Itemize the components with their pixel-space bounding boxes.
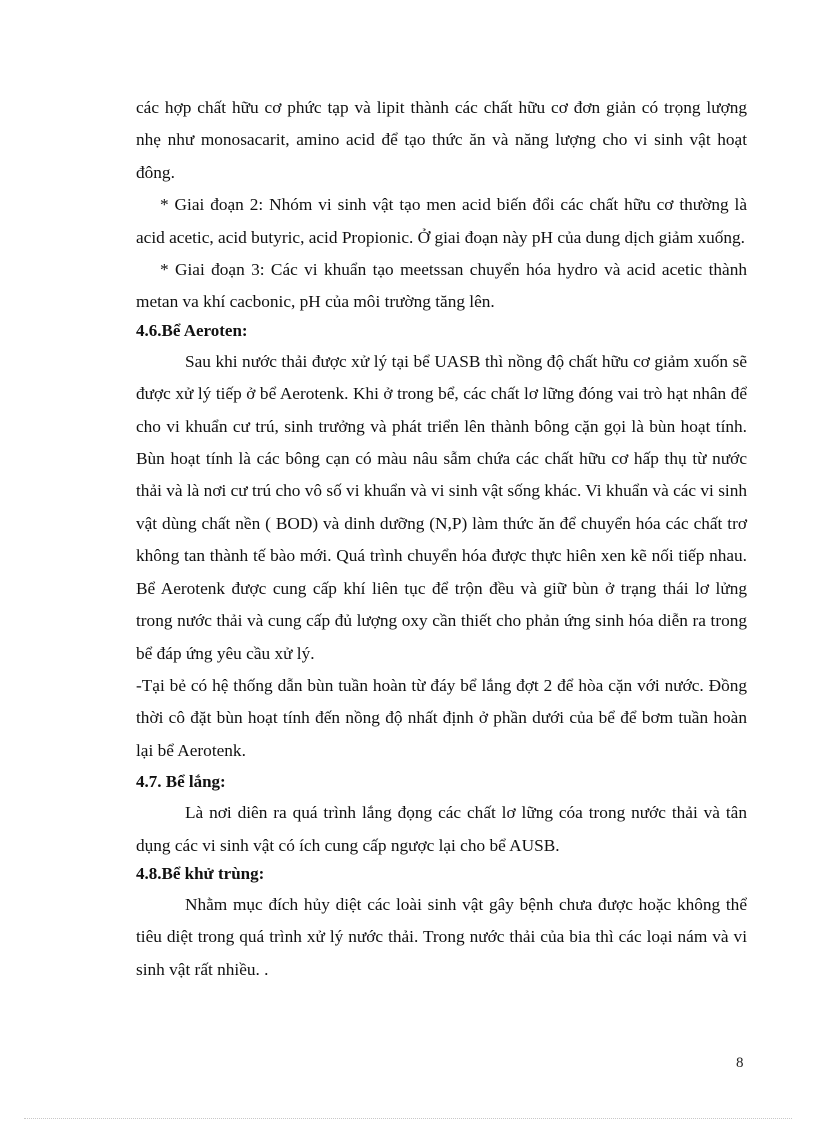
heading-settling-tank: 4.7. Bể lắng: <box>136 772 226 792</box>
paragraph-aeroten-process: Sau khi nước thải được xử lý tại bể UASB thì nồng độ chất hữu cơ giảm xuốn sẽ được xử lý tiếp ở bể Aerotenk. Khi ở trong bể, các chất lơ lững đóng vai trò hạt nhân để cho vi khuẩn cư trú, sinh trưởng và phát triển lên thành bông cặn gọi là bùn hoạt tính. Bùn hoạt tính là các bông cạn có màu nâu sẫm chứa các chất hữu cơ hấp thụ từ nước thải và là nơi cư trú cho vô số vi khuẩn và vi sinh vật sống khác. Vi khuẩn và các vi sinh vật dùng chất nền ( BOD) và dinh dưỡng (N,P) làm thức ăn để chuyển hóa các chất trơ không tan thành tế bào mới. Quá trình chuyển hóa được thực hiên xen kẽ nối tiếp nhau. Bể Aerotenk được cung cấp khí liên tục để trộn đều và giữ bùn ở trạng thái lơ lửng trong nước thải và cung cấp đủ lượng oxy cần thiết cho phản ứng sinh hóa diễn ra trong bể đáp ứng yêu cầu xử lý. <box>136 351 747 663</box>
page-body <box>136 92 747 986</box>
paragraph-organic-breakdown: các hợp chất hữu cơ phức tạp và lipit thành các chất hữu cơ đơn giản có trọng lượng nhẹ như monosacarit, amino acid để tạo thức ăn và năng lượng cho vi sinh vật hoạt đông. <box>136 98 747 182</box>
paragraph-settling-process: Là nơi diên ra quá trình lắng đọng các chất lơ lững cóa trong nước thải và tân dụng các vi sinh vật có ích cung cấp ngược lại cho bể AUSB. <box>136 803 747 855</box>
paragraph-stage-3: * Giai đoạn 3: Các vi khuẩn tạo meetssan chuyển hóa hydro và acid acetic thành metan va khí cacbonic, pH của môi trường tăng lên. <box>136 260 747 312</box>
heading-aeroten-tank: 4.6.Bể Aeroten: <box>136 320 248 340</box>
heading-disinfection-tank: 4.8.Bể khử trùng: <box>136 863 265 883</box>
paragraph-stage-2: * Giai đoạn 2: Nhóm vi sinh vật tạo men acid biến đổi các chất hữu cơ thường là acid acetic, acid butyric, acid Propionic. Ở giai đoạn này pH của dung dịch giảm xuống. <box>136 195 747 247</box>
footer-divider <box>24 1118 792 1119</box>
paragraph-sludge-recirculation: -Tại bẻ có hệ thống dẫn bùn tuần hoàn từ đáy bể lắng đợt 2 để hòa cặn với nước. Đồng thời cô đặt bùn hoạt tính đến nồng độ nhất định ở phần dưới của bể để bơm tuần hoàn lại bể Aerotenk. <box>136 675 747 760</box>
paragraph-disinfection-process: Nhằm mục đích hủy diệt các loài sinh vật gây bệnh chưa được hoặc không thể tiêu diệt trong quá trình xử lý nước thải. Trong nước thải của bia thì các loại nám và vi sinh vật rất nhiều. . <box>136 894 747 979</box>
page-number: 8 <box>736 1055 744 1071</box>
